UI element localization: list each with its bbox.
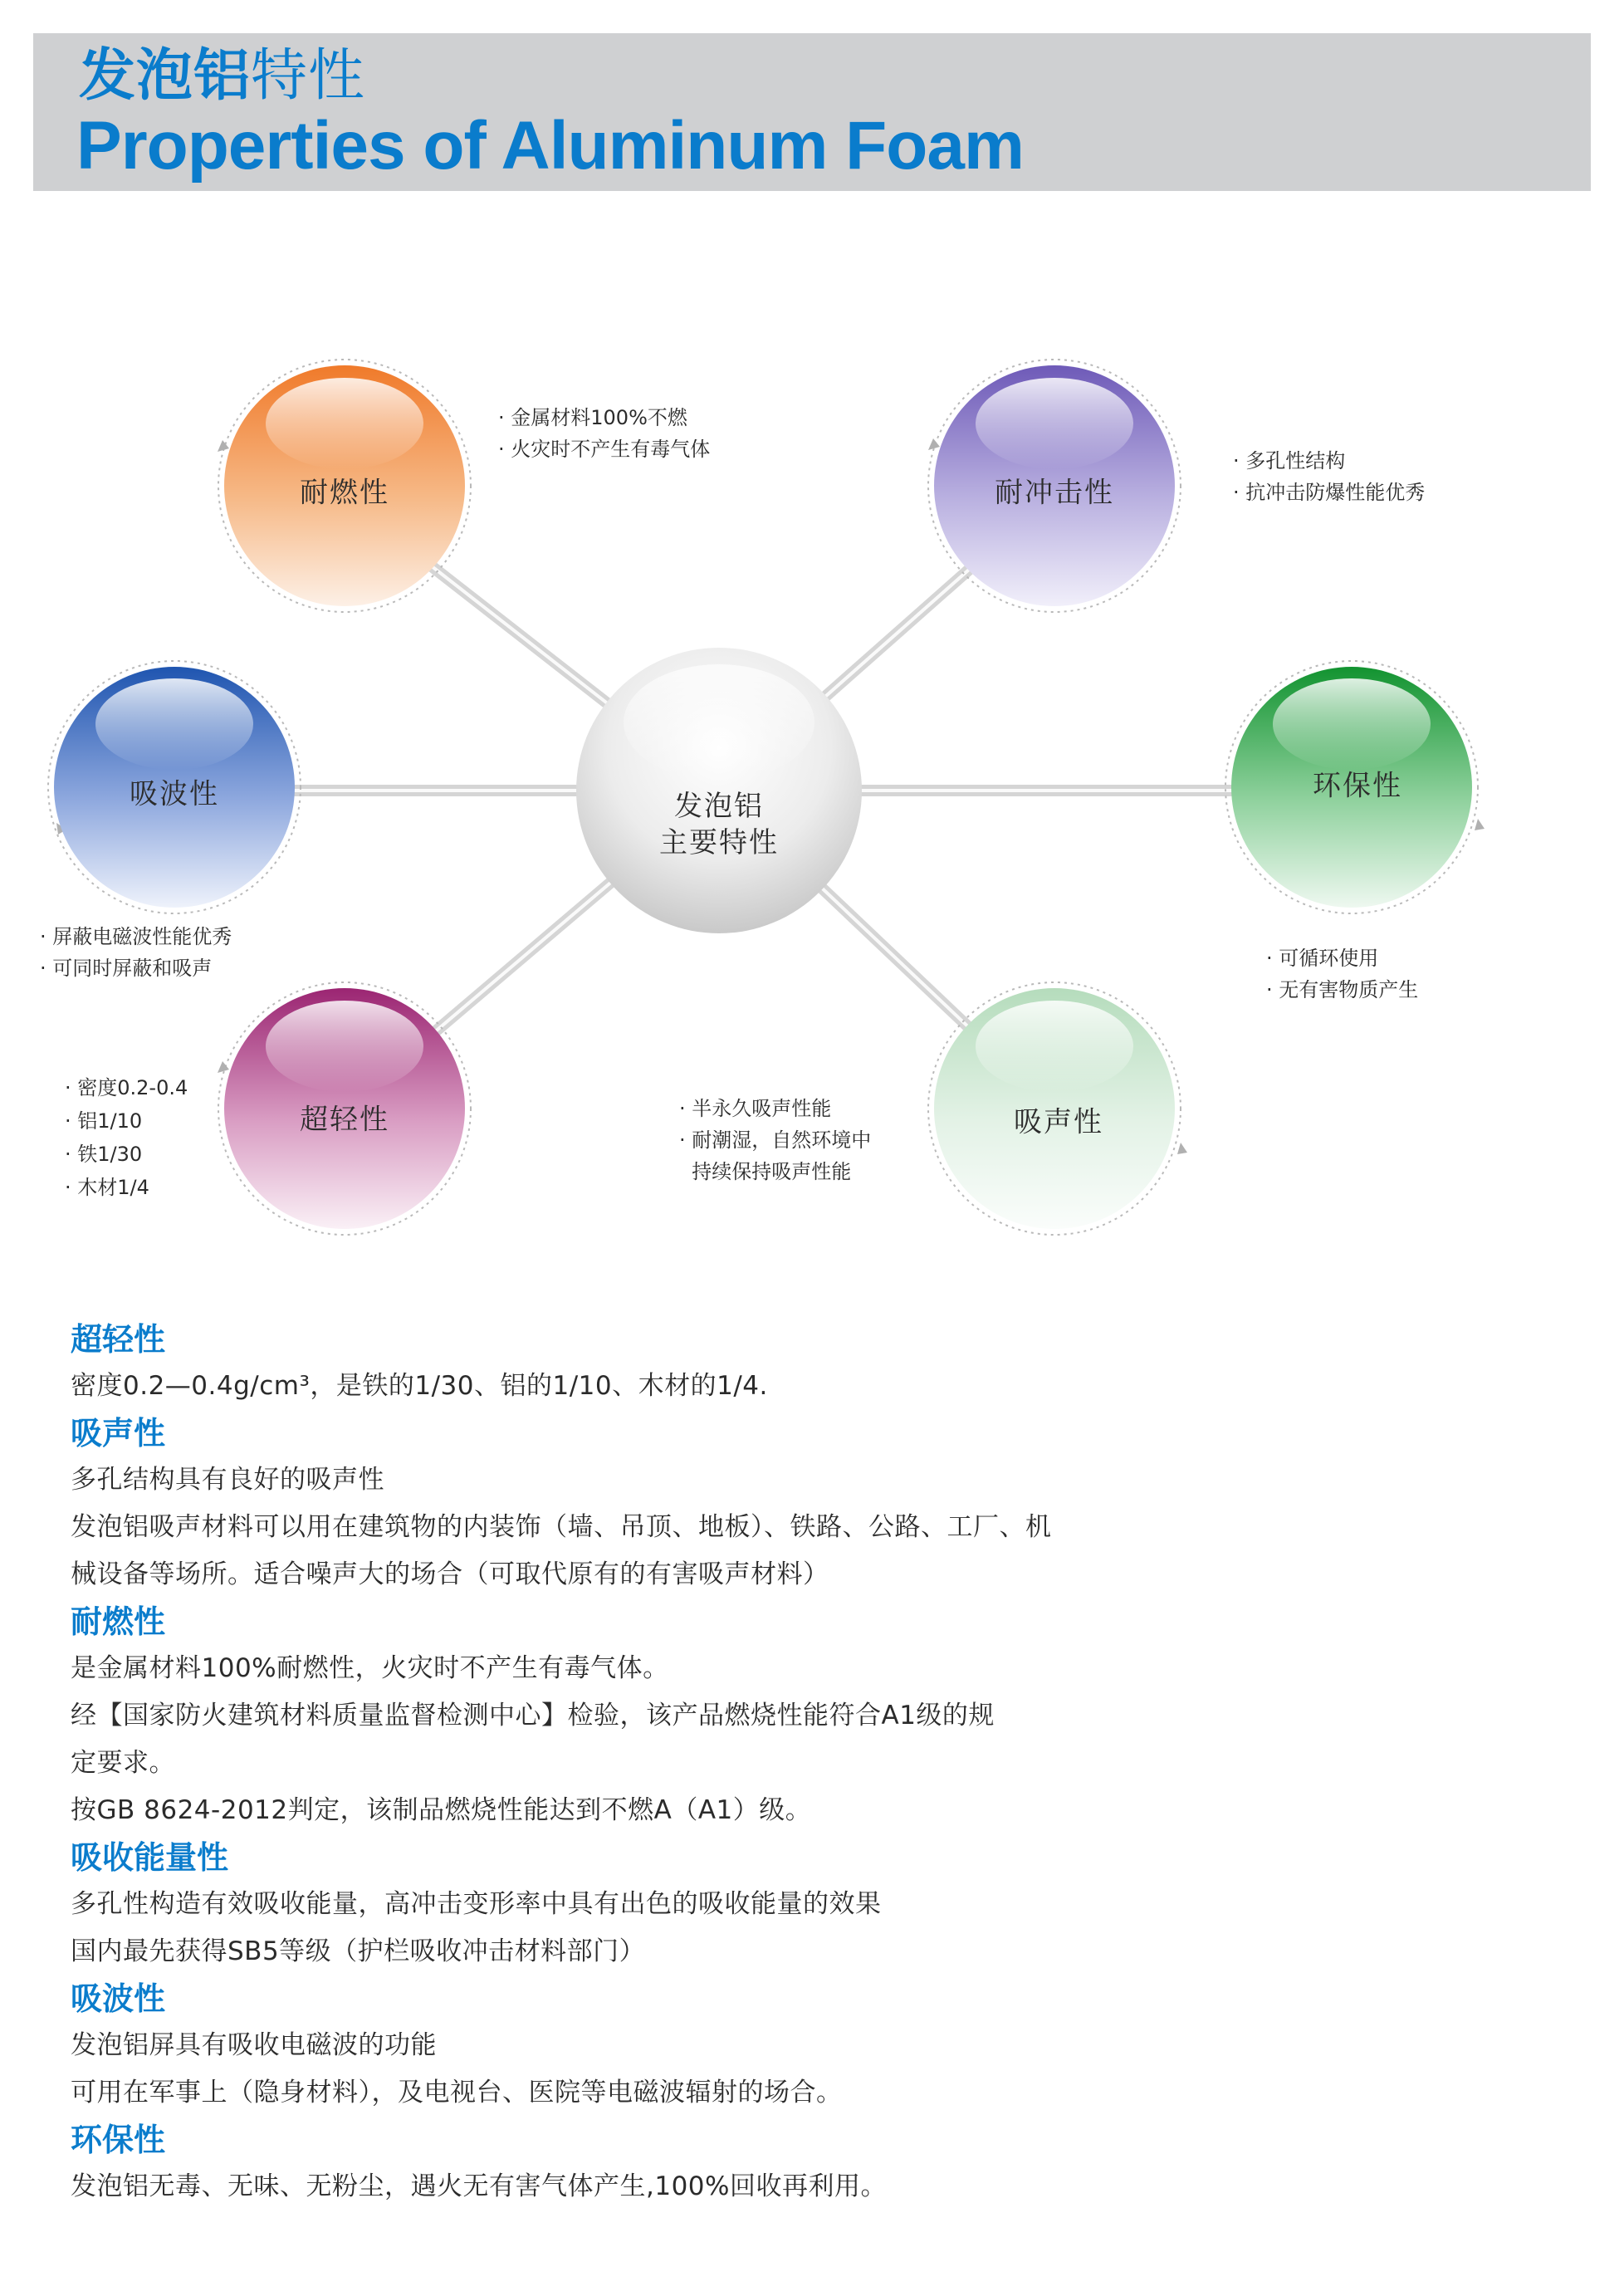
section-text: 发泡铝吸声材料可以用在建筑物的内装饰（墙、吊顶、地板）、铁路、公路、工厂、机 — [71, 1512, 1052, 1542]
section-title: 耐燃性 — [71, 1603, 166, 1640]
section-wave — [71, 1975, 1233, 2117]
section-energy — [71, 1834, 1233, 1975]
section-text: 发泡铝屏具有吸收电磁波的功能 — [71, 2030, 437, 2060]
note-item: · 可同时屏蔽和吸声 — [40, 952, 232, 984]
section-text: 多孔性构造有效吸收能量，高冲击变形率中具有出色的吸收能量的效果 — [71, 1889, 882, 1919]
note-item: · 木材1/4 — [65, 1171, 188, 1204]
center-label-line1: 发泡铝 — [674, 790, 764, 823]
section-fire — [71, 1598, 1233, 1834]
note-item: · 耐潮湿，自然环境中 — [679, 1124, 871, 1156]
notes-light — [65, 1071, 188, 1204]
section-title: 环保性 — [71, 2122, 166, 2158]
section-text: 按GB 8624-2012判定，该制品燃烧性能达到不燃A（A1）级。 — [71, 1795, 812, 1825]
note-item: · 火灾时不产生有毒气体 — [498, 433, 710, 465]
note-item: · 半永久吸声性能 — [679, 1093, 871, 1124]
section-text: 发泡铝无毒、无味、无粉尘，遇火无有害气体产生,100%回收再利用。 — [71, 2171, 887, 2201]
title-cn-light: 特性 — [251, 43, 366, 109]
page-title-english: Properties of Aluminum Foam — [76, 108, 1024, 184]
section-sound — [71, 1410, 1233, 1598]
section-text: 可用在军事上（隐身材料），及电视台、医院等电磁波辐射的场合。 — [71, 2078, 843, 2108]
section-text: 械设备等场所。适合噪声大的场合（可取代原有的有害吸声材料） — [71, 1559, 829, 1589]
notes-wave — [40, 921, 232, 984]
title-banner — [33, 33, 1591, 191]
section-text: 密度0.2—0.4g/cm³，是铁的1/30、铝的1/10、木材的1/4. — [71, 1371, 768, 1401]
section-text: 经【国家防火建筑材料质量监督检测中心】检验，该产品燃烧性能符合A1级的规 — [71, 1701, 995, 1731]
notes-impact — [1233, 445, 1425, 508]
node-label-impact: 耐冲击性 — [995, 476, 1114, 510]
note-item: · 铁1/30 — [65, 1138, 188, 1171]
note-item: · 多孔性结构 — [1233, 445, 1425, 477]
node-label-fire: 耐燃性 — [300, 476, 389, 510]
note-item: · 屏蔽电磁波性能优秀 — [40, 921, 232, 952]
note-item: · 无有害物质产生 — [1266, 974, 1418, 1006]
notes-sound — [679, 1093, 871, 1187]
section-text: 是金属材料100%耐燃性，火灾时不产生有毒气体。 — [71, 1653, 669, 1683]
center-label-line2: 主要特性 — [659, 826, 779, 859]
note-item: · 可循环使用 — [1266, 942, 1418, 974]
section-eco — [71, 2117, 1233, 2210]
title-cn-bold: 发泡铝 — [79, 43, 252, 109]
section-title: 吸收能量性 — [71, 1839, 229, 1876]
section-title: 吸声性 — [71, 1415, 166, 1452]
page-title-chinese — [79, 43, 365, 110]
section-light — [71, 1316, 1233, 1410]
section-title: 超轻性 — [71, 1321, 166, 1358]
node-label-eco: 环保性 — [1313, 769, 1402, 803]
note-item: · 抗冲击防爆性能优秀 — [1233, 477, 1425, 508]
section-text: 多孔结构具有良好的吸声性 — [71, 1465, 384, 1495]
note-item: · 铝1/10 — [65, 1104, 188, 1138]
section-text: 国内最先获得SB5等级（护栏吸收冲击材料部门） — [71, 1936, 646, 1966]
properties-description — [71, 1316, 1233, 2210]
properties-diagram — [0, 332, 1624, 1287]
center-label — [659, 788, 779, 861]
note-item: 持续保持吸声性能 — [692, 1160, 852, 1183]
notes-eco — [1266, 942, 1418, 1006]
note-item: · 密度0.2-0.4 — [65, 1071, 188, 1104]
section-text: 定要求。 — [71, 1748, 175, 1778]
node-label-sound: 吸声性 — [1014, 1105, 1103, 1139]
notes-fire — [498, 402, 710, 465]
section-title: 吸波性 — [71, 1980, 166, 2017]
node-label-wave: 吸波性 — [130, 777, 219, 811]
node-label-light: 超轻性 — [300, 1103, 389, 1137]
note-item: · 金属材料100%不燃 — [498, 402, 710, 433]
